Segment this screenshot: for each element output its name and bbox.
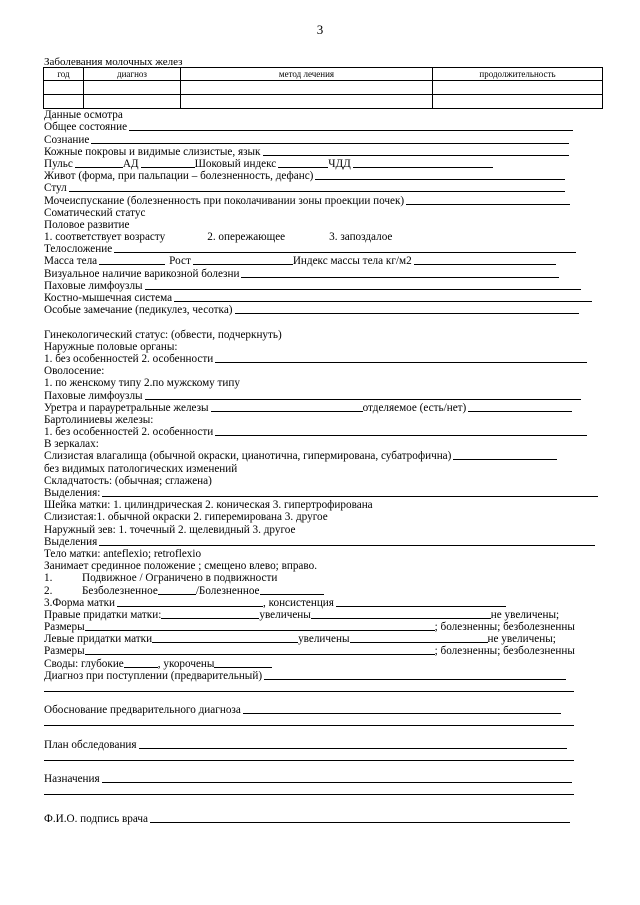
disease-section-title: Заболевания молочных желез [44, 56, 183, 68]
abdomen-label: Живот (форма, при пальпации – болезненность, дефанс) [44, 170, 314, 183]
sexual-opts-row [44, 231, 604, 243]
table-row [44, 95, 603, 109]
vitals-row [44, 158, 604, 170]
os-label[interactable]: Наружный зев: 1. точечный 2. щелевидный 3. другое [44, 523, 296, 536]
urination-row [44, 194, 604, 206]
cell-diagnosis[interactable] [84, 81, 181, 95]
col-duration: продолжительность [433, 68, 603, 81]
bartholin-row [44, 414, 604, 426]
shortened-label[interactable]: , укорочены [157, 657, 215, 670]
justification-field[interactable] [243, 704, 561, 714]
external-opts[interactable]: 1. без особенностей 2. особенности [44, 352, 214, 365]
cervix-label[interactable]: Шейка матки: 1. цилиндрическая 2. коническая 3. гипертрофирована [44, 499, 373, 512]
urethra-row [44, 402, 604, 414]
discharge2-row [44, 536, 604, 548]
justification-label: Обоснование предварительного диагноза [44, 704, 241, 717]
left-adnexa-label: Левые придатки матки [44, 633, 153, 646]
skin-row [44, 146, 604, 158]
stool-label: Стул [44, 182, 67, 195]
varicose-label: Визуальное наличие варикозной болезни [44, 267, 240, 280]
skin-field[interactable] [263, 146, 569, 156]
discharge-row [44, 487, 604, 499]
cell-diagnosis[interactable] [84, 95, 181, 109]
os-row [44, 523, 604, 535]
musculo-row [44, 292, 604, 304]
pulse-label: Пульс [44, 157, 73, 170]
position-row [44, 560, 604, 572]
plan-row [44, 726, 604, 750]
mucosa-row [44, 511, 604, 523]
sexual-dev-row [44, 219, 604, 231]
cell-treatment[interactable] [181, 95, 433, 109]
general-state-label: Общее состояние [44, 121, 128, 134]
consciousness-row [44, 133, 604, 145]
prescriptions-row [44, 761, 604, 785]
inguinal-row [44, 280, 604, 292]
folds-row [44, 475, 604, 487]
gyn-title: Гинекологический статус: (обвести, подчеркнуть) [44, 328, 282, 341]
consciousness-field[interactable] [91, 134, 569, 144]
special-field[interactable] [235, 304, 579, 314]
col-year: год [44, 68, 84, 81]
bartholin-field[interactable] [215, 426, 587, 436]
discharge2-label: Выделения [44, 535, 98, 548]
left-adnexa-field[interactable] [152, 633, 298, 643]
prelim-dx-label: Диагноз при поступлении (предварительный) [44, 669, 263, 682]
vagina-label[interactable]: Слизистая влагалища (обычной окраски, цианотична, гипермирована, субатрофична) [44, 450, 452, 463]
pain-a-field[interactable] [158, 585, 196, 595]
height-field[interactable] [193, 255, 293, 265]
stool-row [44, 182, 604, 194]
external-label: Наружные половые органы: [44, 340, 178, 353]
left-pain-opts[interactable]: ; болезненны; безболезненны [434, 645, 575, 658]
urethra-label: Уретра и парауретральные железы [44, 401, 209, 414]
build-row [44, 243, 604, 255]
right-sizes-label: Размеры [44, 621, 85, 634]
shape-row [44, 597, 604, 609]
left-sizes-label: Размеры [44, 645, 85, 658]
cell-duration[interactable] [433, 81, 603, 95]
left-adnexa-row [44, 633, 604, 645]
right-adnexa-field[interactable] [161, 609, 259, 619]
doctor-field[interactable] [150, 813, 570, 823]
vagina-field[interactable] [453, 450, 557, 460]
right-adnexa-row [44, 609, 604, 621]
consistency-label: , консистенция [263, 596, 334, 609]
hair-opts-row [44, 377, 604, 389]
doctor-row [44, 795, 604, 825]
pain-row [44, 584, 604, 596]
right-enlarged-label[interactable]: увеличены [259, 608, 311, 621]
prescriptions-label: Назначения [44, 773, 100, 785]
gyn-title-row [44, 316, 604, 340]
external-row [44, 341, 604, 353]
left-enlarged-field[interactable] [350, 633, 488, 643]
vagina-note-row [44, 462, 604, 474]
cervix-row [44, 499, 604, 511]
bmi-field[interactable] [414, 255, 556, 265]
external-field[interactable] [215, 353, 587, 363]
urination-field[interactable] [406, 195, 570, 205]
cell-duration[interactable] [433, 95, 603, 109]
bmi-label: Индекс массы тела кг/м2 [292, 255, 412, 268]
left-sizes-row [44, 645, 604, 657]
hair-opts[interactable]: 1. по женскому типу 2.по мужскому типу [44, 377, 240, 390]
prelim-dx-field[interactable] [264, 670, 566, 680]
inguinal-field[interactable] [145, 280, 581, 290]
urethra-field[interactable] [211, 402, 363, 412]
page-number: 3 [316, 22, 324, 37]
right-sizes-field[interactable] [85, 621, 435, 631]
discharge-label: Выделения: [44, 487, 101, 500]
bp-field[interactable] [141, 158, 195, 168]
discharge-yn-field[interactable] [468, 402, 572, 412]
bartholin-opts-row [44, 426, 604, 438]
consciousness-label: Сознание [44, 133, 90, 146]
exam-title-row [44, 109, 604, 121]
abdomen-row [44, 170, 604, 182]
varicose-row [44, 267, 604, 279]
gyn-inguinal-label: Паховые лимфоузлы [44, 389, 143, 402]
bp-label: АД [122, 157, 139, 170]
shape-field[interactable] [117, 597, 263, 607]
bartholin-opts[interactable]: 1. без особенностей 2. особенности [44, 426, 214, 439]
rr-label: ЧДД [328, 157, 351, 170]
sexual-dev-label: Половое развитие [44, 218, 130, 231]
shock-index-label: Шоковый индекс [194, 157, 277, 170]
special-row [44, 304, 604, 316]
sexual-opt-3[interactable]: 3. запоздалое [329, 231, 393, 244]
special-label: Особые замечание (педикулез, чесотка) [44, 304, 233, 317]
mucosa-label[interactable]: Слизистая:1. обычной окраски 2. гиперемирована 3. другое [44, 511, 328, 524]
mobility-label[interactable]: Подвижное / Ограничено в подвижности [82, 572, 278, 585]
uterus-body-row [44, 548, 604, 560]
vagina-note[interactable]: без видимых патологических изменений [44, 462, 238, 475]
sexual-opt-1[interactable]: 1. соответствует возрасту [44, 231, 166, 244]
bartholin-label: Бартолиниевы железы: [44, 413, 154, 426]
right-sizes-row [44, 621, 604, 633]
justification-row [44, 692, 604, 716]
sexual-opt-2[interactable]: 2. опережающее [207, 231, 286, 244]
consistency-field[interactable] [336, 597, 506, 607]
somatic-label: Соматический статус [44, 206, 146, 219]
right-not-enlarged-label[interactable]: не увеличены; [490, 608, 560, 621]
mirrors-row [44, 438, 604, 450]
form-content [44, 109, 604, 825]
position-label[interactable]: Занимает срединное положение ; смещено влево; вправо. [44, 560, 317, 573]
inguinal-label: Паховые лимфоузлы [44, 279, 143, 292]
shape-label: 3.Форма матки [44, 596, 116, 609]
stool-field[interactable] [69, 182, 565, 192]
discharge-yn-label: отделяемое (есть/нет) [362, 401, 467, 414]
cell-treatment[interactable] [181, 81, 433, 95]
weight-field[interactable] [99, 255, 165, 265]
col-diagnosis: диагноз [84, 68, 181, 81]
build-field[interactable] [114, 243, 576, 253]
col-treatment: метод лечения [181, 68, 433, 81]
abdomen-field[interactable] [315, 170, 565, 180]
build-label: Телосложение [44, 243, 113, 256]
cell-year[interactable] [44, 81, 84, 95]
general-state-field[interactable] [129, 121, 573, 131]
external-opts-row [44, 353, 604, 365]
somatic-row [44, 207, 604, 219]
musculo-field[interactable] [174, 292, 592, 302]
left-enlarged-label[interactable]: увеличены [298, 633, 350, 646]
right-enlarged-field[interactable] [311, 609, 491, 619]
table-header-row [44, 68, 603, 81]
rr-field[interactable] [353, 158, 493, 168]
folds-label[interactable]: Складчатость: (обычная; сглажена) [44, 474, 212, 487]
vaults-label[interactable]: Своды: глубокие [44, 657, 124, 670]
disease-table [43, 67, 603, 109]
pain-b-field[interactable] [260, 585, 324, 595]
cell-year[interactable] [44, 95, 84, 109]
shortened-field[interactable] [214, 658, 272, 668]
left-sizes-field[interactable] [85, 645, 435, 655]
left-not-enlarged-label[interactable]: не увеличены; [487, 633, 556, 646]
weight-label: Масса тела [44, 255, 98, 268]
table-row [44, 81, 603, 95]
hair-label: Оволосение: [44, 365, 105, 378]
prelim-dx-row [44, 670, 604, 682]
exam-title: Данные осмотра [44, 109, 123, 122]
discharge-field[interactable] [102, 487, 598, 497]
hair-row [44, 365, 604, 377]
skin-label: Кожные покровы и видимые слизистые, язык [44, 145, 261, 158]
pulse-field[interactable] [75, 158, 123, 168]
height-label: Рост [169, 255, 191, 268]
shock-index-field[interactable] [278, 158, 328, 168]
vaults-row [44, 657, 604, 669]
pain-num: 2. [44, 584, 53, 597]
doctor-label: Ф.И.О. подпись врача [44, 813, 148, 825]
pain-a-label[interactable]: Безболезненное [82, 584, 158, 597]
vaults-field[interactable] [124, 658, 158, 668]
mobility-row [44, 572, 604, 584]
pain-b-label[interactable]: /Болезненное [195, 584, 260, 597]
musculo-label: Костно-мышечная система [44, 292, 173, 304]
prescriptions-field[interactable] [102, 773, 572, 783]
general-state-row [44, 121, 604, 133]
plan-label: План обследования [44, 738, 137, 751]
mobility-num: 1. [44, 572, 53, 585]
right-adnexa-label: Правые придатки матки: [44, 608, 162, 621]
gyn-inguinal-field[interactable] [145, 390, 581, 400]
vagina-row [44, 450, 604, 462]
anthropometry-row [44, 255, 604, 267]
varicose-field[interactable] [241, 268, 559, 278]
plan-field[interactable] [139, 739, 567, 749]
right-pain-opts[interactable]: ; болезненны; безболезненны [434, 621, 575, 634]
urination-label: Мочеиспускание (болезненность при поколачивании зоны проекции почек) [44, 194, 405, 207]
uterus-body-label[interactable]: Тело матки: anteflexio; retroflexio [44, 547, 202, 560]
discharge2-field[interactable] [99, 536, 595, 546]
mirrors-label: В зеркалах: [44, 438, 99, 451]
gyn-inguinal-row [44, 389, 604, 401]
